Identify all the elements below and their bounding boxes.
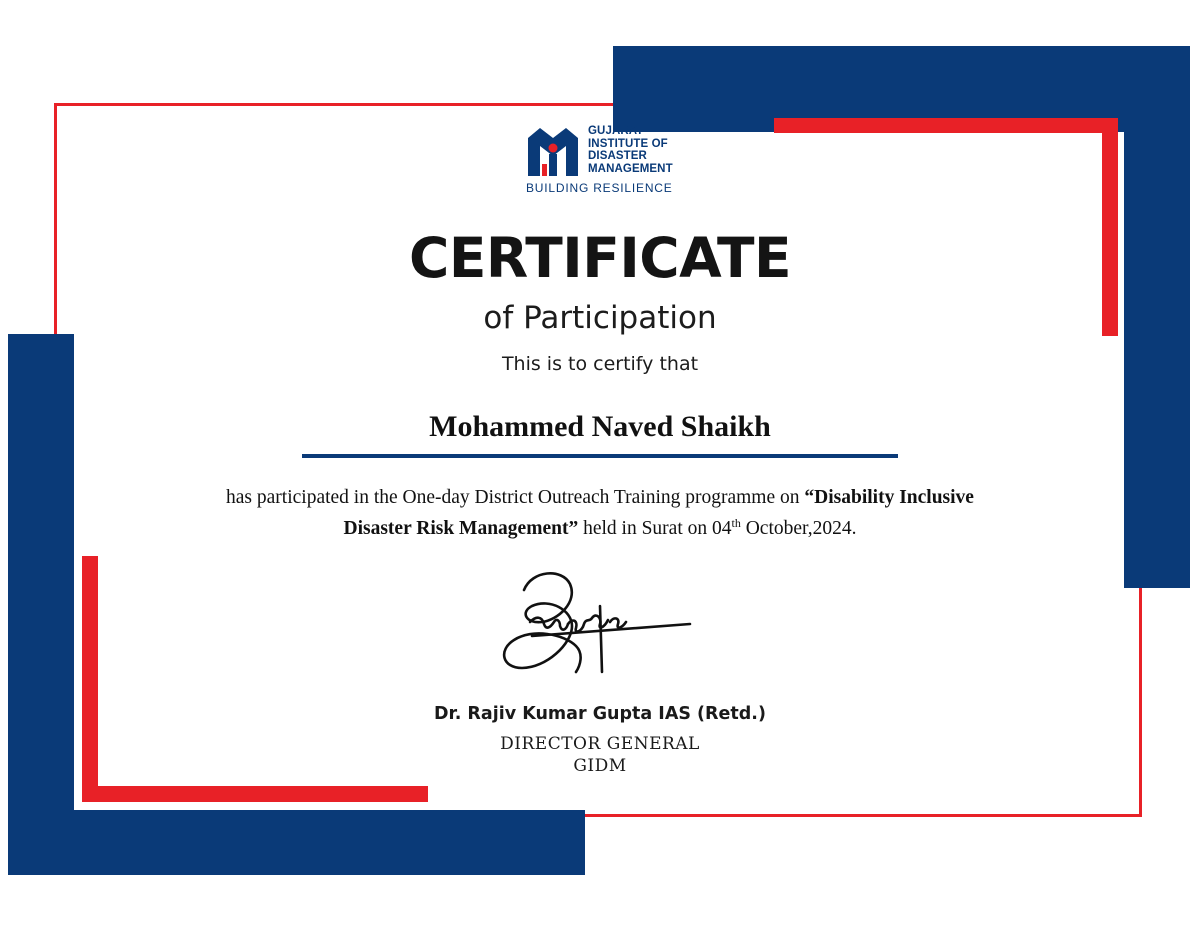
red-bar-right [1102, 118, 1118, 336]
logo-line-4: MANAGEMENT [588, 162, 673, 175]
signatory-role [350, 733, 850, 777]
body-part-3: October,2024. [740, 518, 857, 539]
programme-title-2: Disaster Risk Management” [343, 518, 579, 539]
body-part-2: held in Surat on 04 [578, 518, 732, 539]
logo-line-1: GUJARAT [588, 125, 644, 137]
red-bar-left [82, 556, 98, 802]
signatory-designation: DIRECTOR GENERAL [500, 734, 700, 754]
gidm-logo-mark [526, 124, 580, 180]
navy-block-bottom-left [8, 810, 585, 875]
certificate-subtitle: of Participation [483, 300, 717, 336]
programme-title-1: “Disability Inclusive [804, 487, 974, 508]
name-underline [302, 454, 898, 458]
body-part-1: has participated in the One-day District Outreach Training programme on [226, 487, 805, 508]
navy-block-right [1124, 46, 1190, 588]
logo-line-2: INSTITUTE OF [588, 137, 668, 150]
logo-line-3: DISASTER [588, 150, 647, 162]
red-bar-top-right [774, 118, 1118, 133]
recipient-name: Mohammed Naved Shaikh [429, 410, 771, 443]
signatory-name: Dr. Rajiv Kumar Gupta IAS (Retd.) [434, 704, 766, 724]
signatory-organization: GIDM [573, 756, 627, 776]
navy-block-left [8, 334, 74, 874]
red-bar-bottom-left [82, 786, 428, 802]
handwritten-signature [492, 562, 692, 682]
logo-tagline: BUILDING RESILIENCE [526, 181, 673, 195]
logo-institute-name [588, 125, 698, 175]
gidm-logo [526, 124, 686, 198]
certificate-title: CERTIFICATE [408, 226, 792, 290]
certify-intro: This is to certify that [501, 353, 699, 375]
certificate-body [120, 482, 1080, 544]
date-superscript: th [731, 516, 741, 530]
